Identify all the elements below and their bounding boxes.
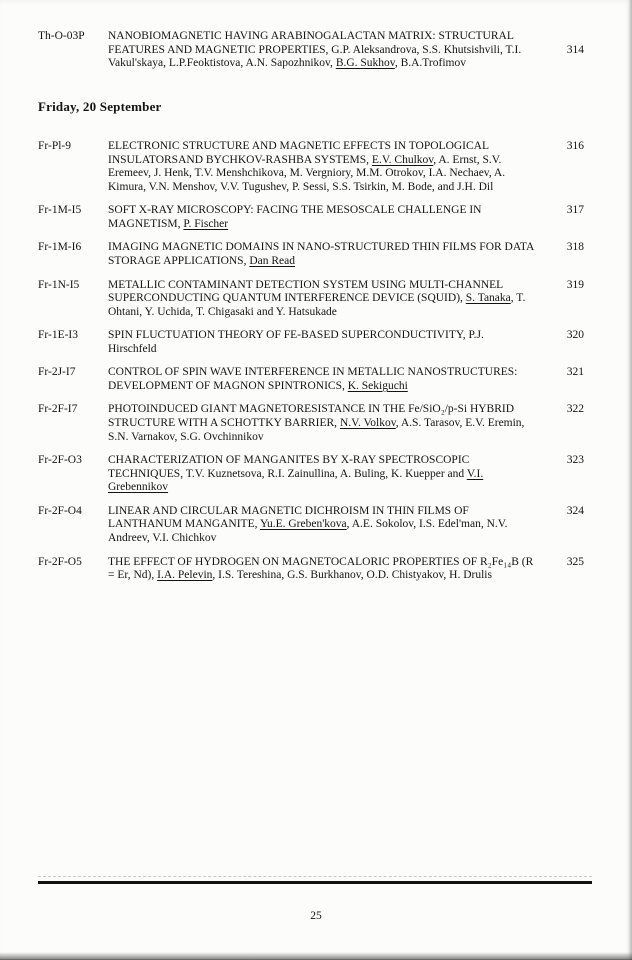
entry-page-number: 318: [566, 241, 584, 254]
toc-entry: [38, 140, 584, 194]
scan-edge-bottom: [0, 952, 632, 960]
toc-entry: [38, 403, 584, 444]
entry-text-segment: SOFT X-RAY MICROSCOPY: FACING THE MESOSCALE CHALLENGE IN MAGNETISM,: [108, 204, 482, 230]
entry-text-segment: CHARACTERIZATION OF MANGANITES BY X-RAY SPECTROSCOPIC TECHNIQUES, T.V. Kuznetsova, R.I. Zainullina, A. Buling, K. Kuepper and: [108, 454, 470, 480]
entry-text-segment: , I.S. Tereshina, G.S. Burkhanov, O.D. Chistyakov, H. Drulis: [212, 569, 492, 582]
entry-code: Fr-Pl-9: [38, 140, 71, 153]
toc-section: [38, 99, 584, 583]
underlined-author: E.V. Chulkov: [371, 153, 434, 166]
toc-entry: [38, 329, 584, 356]
underlined-author: I.A. Pelevin: [157, 569, 213, 582]
entry-page-number: 319: [566, 278, 584, 291]
entry-title-authors: [108, 241, 548, 268]
entry-text-segment: NANOBIOMAGNETIC HAVING ARABINOGALACTAN MATRIX: STRUCTURAL FEATURES AND MAGNETIC PROPERTIES, G.P. Aleksandrova, S.S. Khutsishvili, T.I. Vakul'skaya, L.P.Feoktistova, A.N. Sapozhnikov,: [108, 30, 522, 70]
entry-page-number: 321: [566, 366, 584, 379]
underlined-author: Dan Read: [249, 254, 295, 267]
underlined-author: B.G. Sukhov: [335, 57, 395, 70]
entry-text-segment: , A.S. Tarasov, E.V. Eremin, S.N. Varnakov, S.G. Ovchinnikov: [108, 417, 525, 443]
scan-dashed-artifact: [38, 876, 592, 877]
entry-text-segment: CONTROL OF SPIN WAVE INTERFERENCE IN METALLIC NANOSTRUCTURES: DEVELOPMENT OF MAGNON SPINTRONICS,: [108, 366, 518, 392]
underlined-author: P. Fischer: [183, 217, 229, 230]
entry-text-segment: , T. Ohtani, Y. Uchida, T. Chigasaki and Y. Hatsukade: [108, 292, 526, 318]
entry-page-number: 323: [566, 454, 584, 467]
entry-title-authors: [108, 403, 548, 444]
underlined-author: Yu.E. Greben'kova: [259, 518, 347, 531]
toc-entry: [38, 241, 584, 268]
underlined-author: N.V. Volkov: [339, 417, 396, 430]
entry-title-authors: [108, 30, 548, 71]
toc-sections: [38, 30, 584, 593]
toc-entry: [38, 204, 584, 231]
entry-text-segment: SPIN FLUCTUATION THEORY OF FE-BASED SUPERCONDUCTIVITY, P.J. Hirschfeld: [108, 329, 484, 355]
entry-page-number: 324: [566, 504, 584, 517]
entry-text-segment: ELECTRONIC STRUCTURE AND MAGNETIC EFFECTS IN TOPOLOGICAL INSULATORSAND BYCHKOV-RASHBA SYSTEMS,: [108, 140, 489, 166]
entry-title-authors: [108, 140, 548, 194]
entry-title-authors: [108, 279, 548, 320]
toc-entry: [38, 505, 584, 546]
entry-text-segment: , B.A.Trofimov: [394, 57, 466, 70]
entry-text-segment: THE EFFECT OF HYDROGEN ON MAGNETOCALORIC PROPERTIES OF R₂Fe₁₄B (R = Er, Nd),: [108, 555, 534, 582]
entry-code: Fr-1M-I6: [38, 241, 82, 254]
entry-code: Fr-2F-O3: [38, 454, 82, 467]
entry-title-authors: [108, 204, 548, 231]
entry-code: Fr-2F-I7: [38, 403, 78, 416]
section-heading: Friday, 20 September: [38, 98, 162, 114]
entry-code: Th-O-03P: [38, 30, 85, 42]
toc-entry: [38, 30, 584, 71]
entry-text-segment: METALLIC CONTAMINANT DETECTION SYSTEM USING MULTI-CHANNEL SUPERCONDUCTING QUANTUM INTERFERENCE DEVICE (SQUID),: [108, 278, 503, 305]
entry-page-number: 317: [566, 204, 584, 217]
entry-page-number: 316: [566, 140, 584, 153]
toc-entry: [38, 556, 584, 583]
entry-code: Fr-2F-O4: [38, 504, 82, 517]
entry-code: Fr-1N-I5: [38, 278, 80, 291]
entry-text-segment: IMAGING MAGNETIC DOMAINS IN NANO-STRUCTURED THIN FILMS FOR DATA STORAGE APPLICATIONS,: [108, 241, 534, 267]
entry-text-segment: PHOTOINDUCED GIANT MAGNETORESISTANCE IN THE Fe/SiO₂/p-Si HYBRID STRUCTURE WITH A SCHOTTKY BARRIER,: [108, 403, 515, 430]
toc-entry: [38, 279, 584, 320]
toc-section: [38, 30, 584, 71]
entry-title-authors: [108, 505, 548, 546]
entry-page-number: 325: [566, 555, 584, 568]
entry-title-authors: [108, 556, 548, 583]
entry-text-segment: , A. Ernst, S.V. Eremeev, J. Henk, T.V. Menshchikova, M. Vergniory, M.M. Otrokov, I.A. Nechaev, A. Kimura, V.N. Menshov, V.V. Tugushev, P. Sessi, S.S. Tsirkin, M. Bode, and J.H. Dil: [108, 153, 506, 193]
entry-text-segment: LINEAR AND CIRCULAR MAGNETIC DICHROISM IN THIN FILMS OF LANTHANUM MANGANITE,: [108, 504, 469, 531]
underlined-author: K. Sekiguchi: [347, 379, 408, 392]
entry-text-segment: , A.E. Sokolov, I.S. Edel'man, N.V. Andreev, V.I. Chichkov: [108, 518, 508, 544]
entry-title-authors: [108, 454, 548, 495]
toc-entry: [38, 366, 584, 393]
scan-edge-right: [628, 0, 632, 960]
footer-horizontal-rule: [38, 881, 592, 884]
toc-entry: [38, 454, 584, 495]
underlined-author: S. Tanaka: [465, 292, 511, 305]
entry-code: Fr-2J-I7: [38, 366, 76, 379]
entry-page-number: 320: [566, 329, 584, 342]
entry-code: Fr-2F-O5: [38, 555, 82, 568]
entry-code: Fr-1E-I3: [38, 329, 79, 342]
page-number: 25: [310, 910, 322, 923]
entry-code: Fr-1M-I5: [38, 204, 82, 217]
entry-title-authors: [108, 329, 548, 356]
entry-page-number: 314: [566, 43, 584, 56]
footer-rule: [38, 876, 592, 884]
entry-title-authors: [108, 366, 548, 393]
underlined-author: V.I. Grebennikov: [108, 467, 484, 494]
entry-page-number: 322: [566, 403, 584, 416]
